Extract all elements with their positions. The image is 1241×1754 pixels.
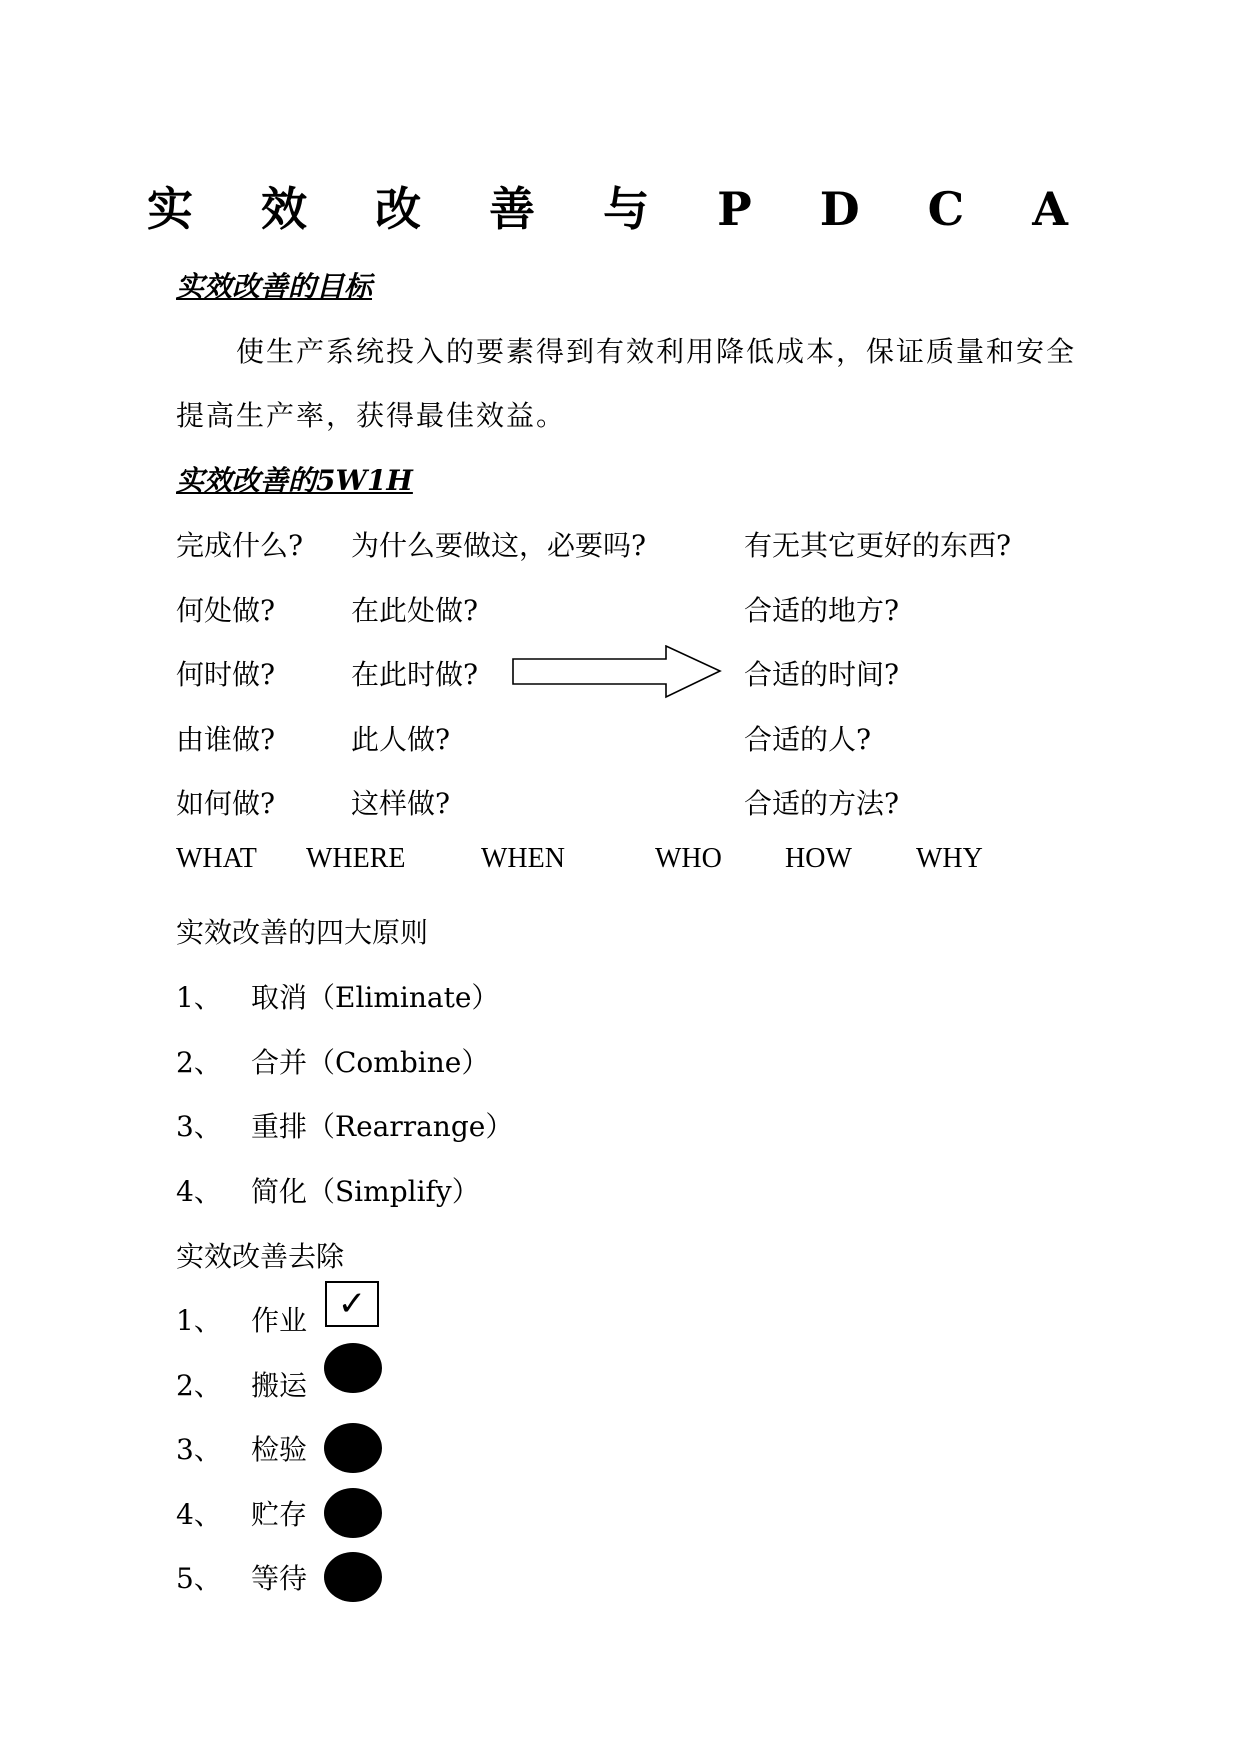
label-when: WHEN <box>481 843 565 874</box>
question-where: 何处做? <box>176 594 276 627</box>
better-what: 有无其它更好的东西? <box>744 529 1012 562</box>
better-who: 合适的人? <box>744 723 872 756</box>
filled-circle-icon <box>324 1488 382 1538</box>
label-why: WHY <box>916 843 983 874</box>
removal-heading: 实效改善去除 <box>176 1240 345 1273</box>
removal-number: 3、 <box>176 1433 222 1466</box>
label-who: WHO <box>655 843 722 874</box>
question-what: 完成什么? <box>176 529 304 562</box>
better-when: 合适的时间? <box>744 658 900 691</box>
question-who: 由谁做? <box>176 723 276 756</box>
removal-storage: 贮存 <box>251 1498 308 1531</box>
label-how: HOW <box>785 843 852 874</box>
current-how: 这样做? <box>351 787 451 820</box>
goal-text-line-1: 使生产系统投入的要素得到有效利用降低成本，保证质量和安全 <box>236 335 1077 368</box>
filled-circle-icon <box>324 1343 382 1393</box>
principle-eliminate: 取消（Eliminate） <box>251 981 500 1014</box>
right-arrow-icon <box>512 645 722 699</box>
page-title: 实 效 改 善 与 P D C A <box>147 182 1094 236</box>
removal-number: 1、 <box>176 1304 222 1337</box>
removal-transport: 搬运 <box>251 1369 308 1402</box>
filled-circle-icon <box>324 1552 382 1602</box>
principle-number: 4、 <box>176 1175 222 1208</box>
better-where: 合适的地方? <box>744 594 900 627</box>
question-how: 如何做? <box>176 787 276 820</box>
5w1h-heading: 实效改善的5W1H <box>176 464 413 497</box>
better-how: 合适的方法? <box>744 787 900 820</box>
removal-waiting: 等待 <box>251 1562 308 1595</box>
current-when: 在此时做? <box>351 658 479 691</box>
removal-inspection: 检验 <box>251 1433 308 1466</box>
principle-number: 1、 <box>176 981 222 1014</box>
check-box-icon: ✓ <box>325 1281 379 1327</box>
current-what: 为什么要做这，必要吗? <box>351 529 647 562</box>
filled-circle-icon <box>324 1423 382 1473</box>
principle-number: 2、 <box>176 1046 222 1079</box>
removal-number: 5、 <box>176 1562 222 1595</box>
removal-operation: 作业 <box>251 1304 308 1337</box>
current-who: 此人做? <box>351 723 451 756</box>
principle-number: 3、 <box>176 1110 222 1143</box>
removal-number: 2、 <box>176 1369 222 1402</box>
current-where: 在此处做? <box>351 594 479 627</box>
principles-heading: 实效改善的四大原则 <box>176 916 429 949</box>
principle-simplify: 简化（Simplify） <box>251 1175 480 1208</box>
principle-combine: 合并（Combine） <box>251 1046 490 1079</box>
label-what: WHAT <box>176 843 257 874</box>
question-when: 何时做? <box>176 658 276 691</box>
goal-heading: 实效改善的目标 <box>176 270 373 303</box>
goal-text-line-2: 提高生产率，获得最佳效益。 <box>176 399 567 432</box>
removal-number: 4、 <box>176 1498 222 1531</box>
label-where: WHERE <box>306 843 406 874</box>
principle-rearrange: 重排（Rearrange） <box>251 1110 514 1143</box>
